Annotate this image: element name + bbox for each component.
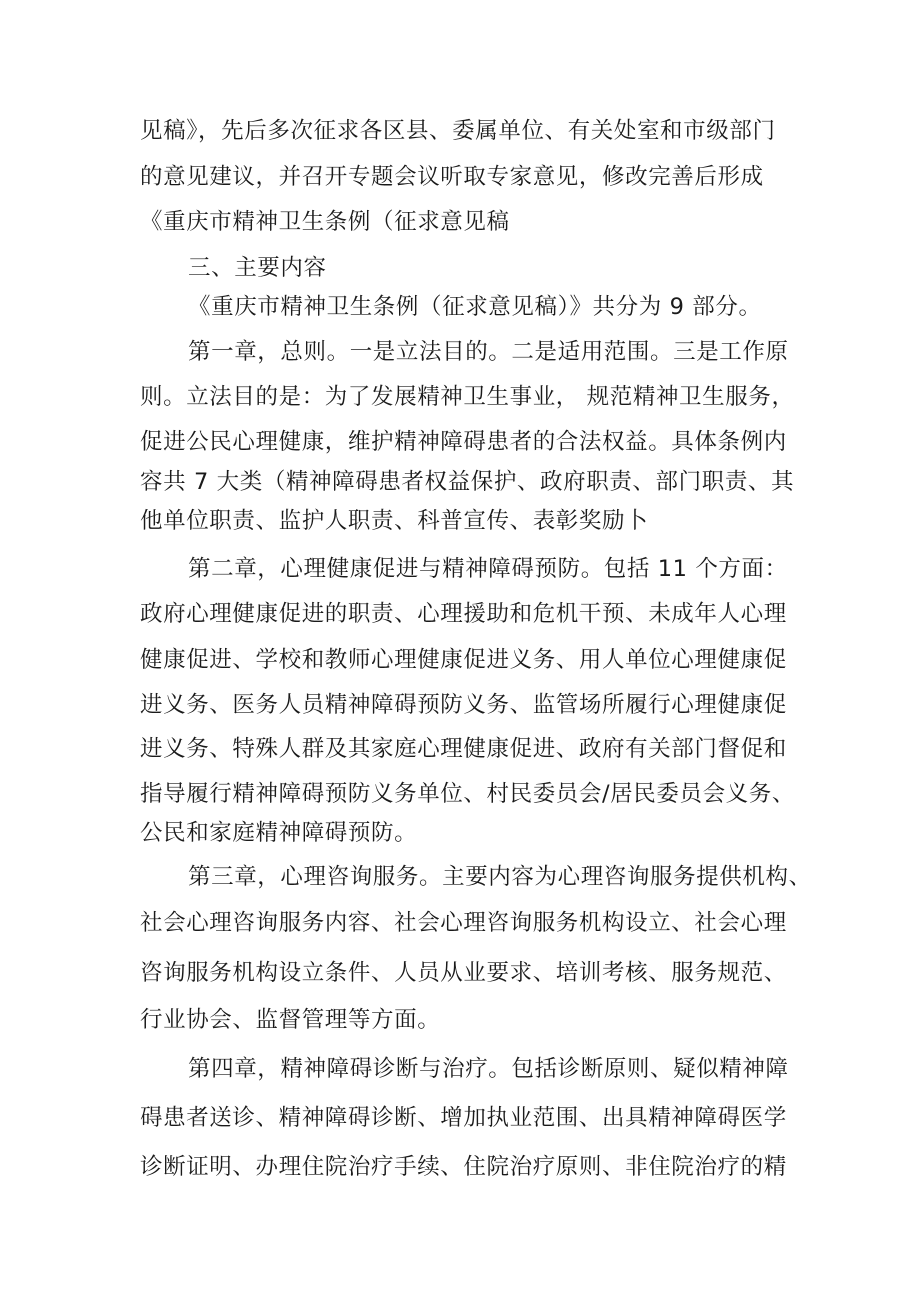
text-line: 诊断证明、办理住院治疗手续、住院治疗原则、非住院治疗的精 (140, 1154, 787, 1180)
text-line: 促进公民心理健康，维护精神障碍患者的合法权益。具体条例内 (140, 429, 787, 455)
text-line: 容共 7 大类（精神障碍患者权益保护、政府职责、部门职责、其 (140, 469, 795, 495)
text-line: 第三章，心理咨询服务。主要内容为心理咨询服务提供机构、 (188, 864, 812, 890)
text-line: 咨询服务机构设立条件、人员从业要求、培训考核、服务规范、 (140, 960, 787, 986)
text-line: 指导履行精神障碍预防义务单位、村民委员会/居民委员会义务、 (140, 781, 795, 807)
text-line: 第四章，精神障碍诊断与治疗。包括诊断原则、疑似精神障 (188, 1056, 789, 1082)
text-line: 进义务、特殊人群及其家庭心理健康促进、政府有关部门督促和 (140, 736, 787, 762)
text-line: 健康促进、学校和教师心理健康促进义务、用人单位心理健康促 (140, 647, 787, 673)
text-line: 的意见建议，并召开专题会议听取专家意见，修改完善后形成 (140, 164, 764, 190)
text-line: 见稿》，先后多次征求各区县、委属单位、有关处室和市级部门 (140, 118, 776, 144)
text-line: 第一章，总则。一是立法目的。二是适用范围。三是工作原 (188, 339, 789, 365)
text-line: 《重庆市精神卫生条例（征求意见稿）》共分为 9 部分。 (188, 294, 762, 320)
text-line: 公民和家庭精神障碍预防。 (140, 820, 418, 846)
text-line: 政府心理健康促进的职责、心理援助和危机干预、未成年人心理 (140, 601, 787, 627)
text-line: 他单位职责、监护人职责、科普宣传、表彰奖励卜 (140, 508, 649, 534)
text-line: 《重庆市精神卫生条例（征求意见稿 (140, 209, 510, 235)
text-line: 第二章，心理健康促进与精神障碍预防。包括 11 个方面： (188, 556, 788, 582)
text-line: 碍患者送诊、精神障碍诊断、增加执业范围、出具精神障碍医学 (140, 1105, 787, 1131)
text-line: 行业协会、监督管理等方面。 (140, 1007, 441, 1033)
text-line: 则。立法目的是：为了发展精神卫生事业， 规范精神卫生服务， (140, 384, 795, 410)
text-line: 社会心理咨询服务内容、社会心理咨询服务机构设立、社会心理 (140, 910, 787, 936)
text-line: 进义务、医务人员精神障碍预防义务、监管场所履行心理健康促 (140, 692, 787, 718)
section-heading: 三、主要内容 (188, 255, 327, 281)
